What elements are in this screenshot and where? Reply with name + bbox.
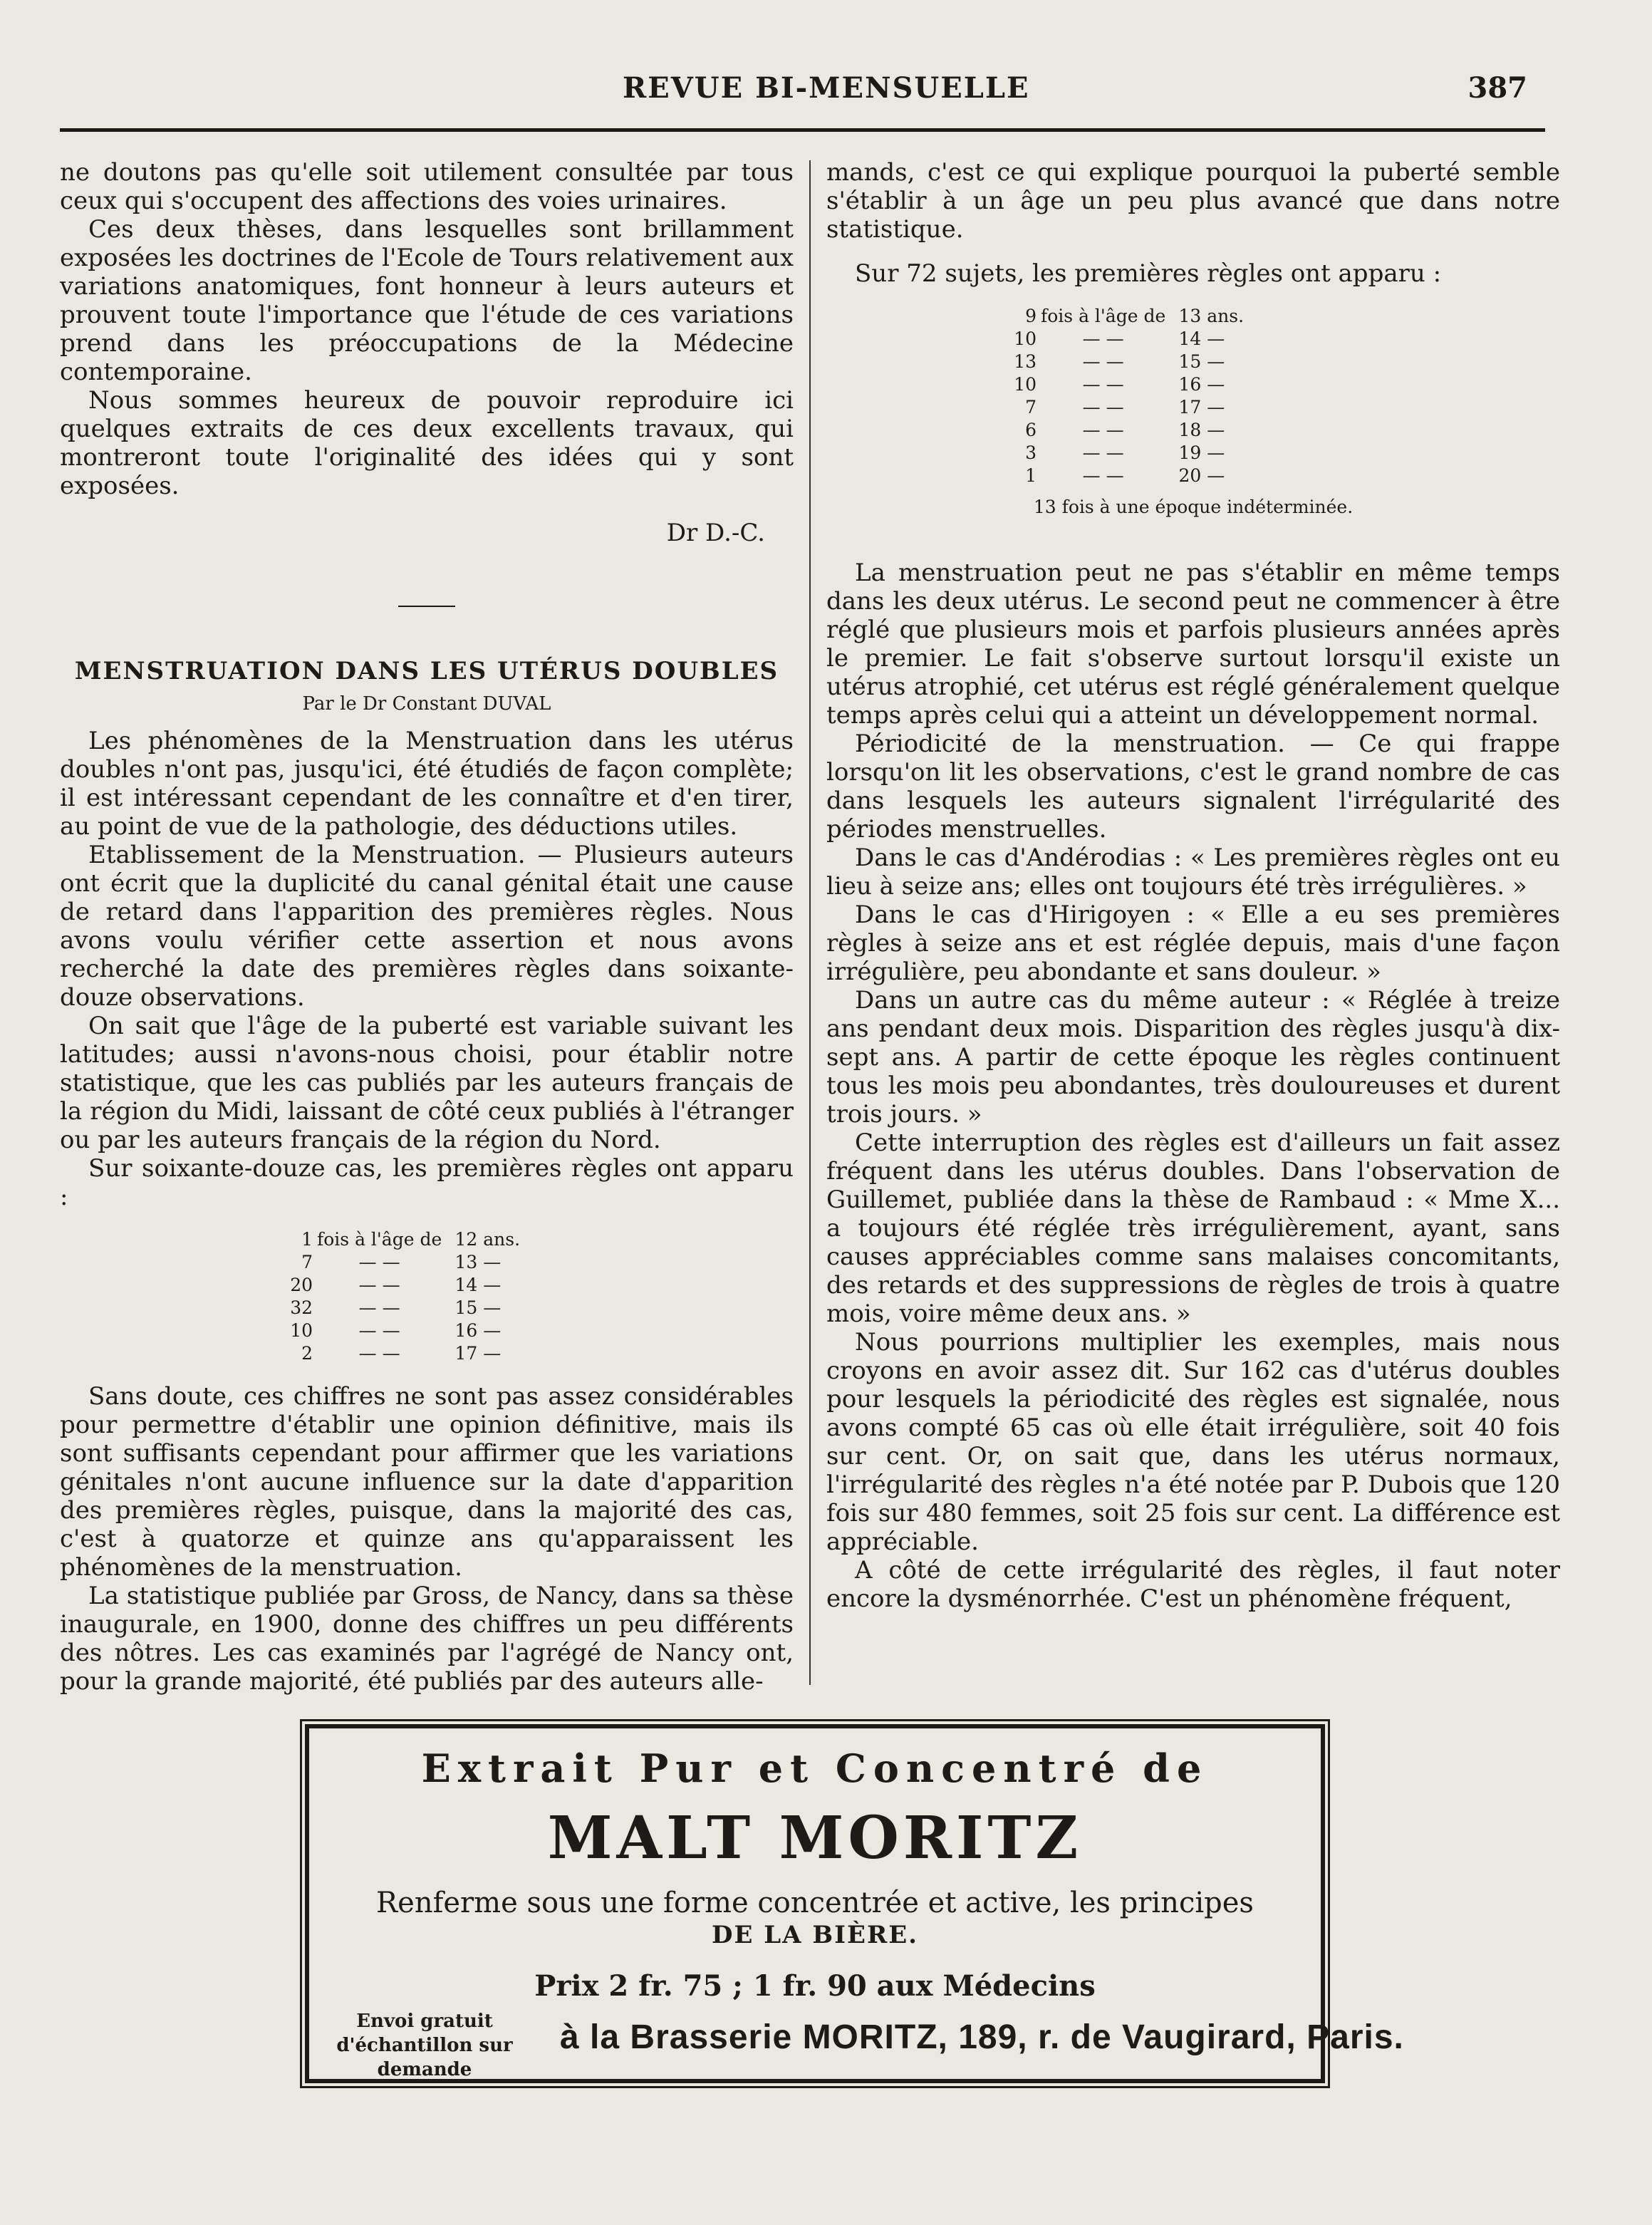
ad-headline: Extrait Pur et Concentré de	[421, 1746, 1209, 1791]
table-cell: 1	[1025, 465, 1037, 486]
page-number: 387	[1467, 71, 1527, 105]
table-row	[1008, 442, 1378, 465]
byline: Par le Dr Constant DUVAL	[302, 693, 551, 715]
table-cell: ans.	[1207, 306, 1245, 326]
table-cell: 9	[1025, 306, 1037, 326]
table-row	[1008, 396, 1378, 419]
ad-price: Prix 2 fr. 75 ; 1 fr. 90 aux Médecins	[534, 1969, 1096, 2003]
table-cell: 18	[1178, 420, 1202, 440]
table-cell: —	[483, 1297, 502, 1318]
table-cell: 10	[1014, 328, 1037, 349]
table-cell: —	[1207, 374, 1225, 395]
paragraph: Les phénomènes de la Menstruation dans les utérus doubles n'ont pas, jusqu'ici, été étudiés de façon complète; il est intéressant cependant de les connaître et d'en tirer, au point de vue de la pathologie, des déductions utiles.	[60, 727, 794, 841]
paragraph: Nous pourrions multiplier les exemples, mais nous croyons en avoir assez dit. Sur 162 cas d'utérus doubles pour lesquels la périodicité des règles est signalée, nous avons compté 65 cas où elle était irrégulière, soit 40 fois sur cent. Or, on sait que, dans les utérus normaux, l'irrégularité des règles n'a été notée par P. Dubois que 120 fois sur 480 femmes, soit 25 fois sur cent. La différence est appréciable.	[826, 1328, 1560, 1556]
table-cell: — —	[1082, 420, 1124, 440]
table-cell: — —	[1082, 374, 1124, 395]
table-cell: — —	[358, 1275, 400, 1295]
table-cell: 10	[290, 1320, 313, 1341]
table-cell: — —	[1082, 351, 1124, 372]
table-cell: 7	[301, 1252, 313, 1272]
section-separator	[398, 606, 455, 607]
table-cell: 20	[1178, 465, 1202, 486]
right-column	[826, 158, 1560, 1613]
table-cell: fois à l'âge de	[1041, 306, 1166, 326]
table-cell: 32	[290, 1297, 313, 1318]
running-header	[60, 71, 1527, 114]
table-cell: 17	[1178, 397, 1202, 417]
table-cell: ans.	[483, 1229, 521, 1250]
paragraph: Dans le cas d'Andérodias : « Les premières règles ont eu lieu à seize ans; elles ont toujours été très irrégulières. »	[826, 844, 1560, 901]
journal-title: REVUE BI-MENSUELLE	[623, 71, 1030, 105]
left-column	[60, 158, 794, 1696]
table-cell: 1	[301, 1229, 313, 1250]
paragraph: La menstruation peut ne pas s'établir en même temps dans les deux utérus. Le second peut ne commencer à être réglé que plusieurs mois et parfois plusieurs années après le premier. Le fait s'observe surtout lorsqu'il existe un utérus atrophié, cet utérus est réglé généralement quelque temps après celui qui a atteint un développement normal.	[826, 559, 1560, 730]
paragraph: Dans le cas d'Hirigoyen : « Elle a eu ses premières règles à seize ans et est réglée depuis, mais d'une façon irrégulière, peu abondante et sans douleur. »	[826, 901, 1560, 986]
table-cell: 15	[1178, 351, 1202, 372]
table-cell: fois à l'âge de	[317, 1229, 442, 1250]
table-cell: 12	[454, 1229, 478, 1250]
paragraph: La statistique publiée par Gross, de Nancy, dans sa thèse inaugurale, en 1900, donne des chiffres un peu différents des nôtres. Les cas examinés par l'agrégé de Nancy ont, pour la grande majorité, été publiés par des auteurs alle-	[60, 1582, 794, 1696]
table-cell: —	[483, 1343, 502, 1364]
table-cell: — —	[1082, 397, 1124, 417]
table-row	[1008, 328, 1378, 351]
table-note: 13 fois à une époque indéterminée.	[1033, 497, 1354, 517]
table-row	[1008, 465, 1378, 487]
table-row	[1008, 305, 1378, 328]
statistics-table-right	[1008, 305, 1378, 487]
paragraph: Sur soixante-douze cas, les premières règles ont apparu :	[60, 1154, 794, 1211]
table-cell: 15	[454, 1297, 478, 1318]
table-row	[284, 1228, 569, 1251]
table-cell: — —	[1082, 442, 1124, 463]
statistics-table-left	[284, 1228, 569, 1365]
table-cell: —	[1207, 351, 1225, 372]
table-cell: 16	[1178, 374, 1202, 395]
table-cell: —	[1207, 442, 1225, 463]
column-divider	[809, 160, 811, 1685]
table-cell: 13	[1178, 306, 1202, 326]
paragraph: Etablissement de la Menstruation. — Plusieurs auteurs ont écrit que la duplicité du canal génital était une cause de retard dans l'apparition des premières règles. Nous avons voulu vérifier cette assertion et nous avons recherché la date des premières règles dans soixante-douze observations.	[60, 841, 794, 1012]
table-cell: 13	[1014, 351, 1037, 372]
table-cell: —	[1207, 465, 1225, 486]
table-cell: 10	[1014, 374, 1037, 395]
table-row	[1008, 373, 1378, 396]
signature: Dr D.-C.	[666, 519, 765, 547]
table-cell: 16	[454, 1320, 478, 1341]
table-row	[284, 1342, 569, 1365]
table-cell: — —	[1082, 328, 1124, 349]
table-cell: 2	[301, 1343, 313, 1364]
paragraph: Dans un autre cas du même auteur : « Réglée à treize ans pendant deux mois. Disparition des règles jusqu'à dix-sept ans. A partir de cette époque les règles continuent tous les mois peu abondantes, très douloureuses et durent trois jours. »	[826, 986, 1560, 1129]
table-cell: —	[483, 1320, 502, 1341]
table-cell: — —	[1082, 465, 1124, 486]
paragraph: mands, c'est ce qui explique pourquoi la puberté semble s'établir à un âge un peu plus avancé que dans notre statistique.	[826, 158, 1560, 244]
ad-footer	[318, 2008, 1404, 2080]
paragraph: A côté de cette irrégularité des règles, il faut noter encore la dysménorrhée. C'est un phénomène fréquent,	[826, 1556, 1560, 1613]
ad-description-end: DE LA BIÈRE.	[712, 1921, 918, 1949]
table-cell: 6	[1025, 420, 1037, 440]
ad-product-name: MALT MORITZ	[547, 1804, 1083, 1872]
table-cell: —	[1207, 328, 1225, 349]
paragraph: ne doutons pas qu'elle soit utilement consultée par tous ceux qui s'occupent des affections des voies urinaires.	[60, 158, 794, 215]
table-cell: — —	[358, 1297, 400, 1318]
table-cell: — —	[358, 1320, 400, 1341]
paragraph: Ces deux thèses, dans lesquelles sont brillamment exposées les doctrines de l'Ecole de Tours relativement aux variations anatomiques, font honneur à leurs auteurs et prouvent toute l'importance que l'étude de ces variations prend dans les préoccupations de la Médecine contemporaine.	[60, 215, 794, 386]
table-row	[284, 1274, 569, 1297]
table-cell: 7	[1025, 397, 1037, 417]
table-cell: — —	[358, 1252, 400, 1272]
ad-description: Renferme sous une forme concentrée et active, les principes	[376, 1887, 1254, 1919]
table-cell: 17	[454, 1343, 478, 1364]
paragraph: Périodicité de la menstruation. — Ce qui frappe lorsqu'on lit les observations, c'est le grand nombre de cas dans lesquels les auteurs signalent l'irrégularité des périodes menstruelles.	[826, 730, 1560, 844]
article-title: MENSTRUATION DANS LES UTÉRUS DOUBLES	[74, 657, 779, 685]
table-cell: —	[1207, 420, 1225, 440]
table-row	[1008, 419, 1378, 442]
ad-address: à la Brasserie MORITZ, 189, r. de Vaugirard, Paris.	[560, 2018, 1404, 2056]
table-row	[284, 1251, 569, 1274]
table-cell: 3	[1025, 442, 1037, 463]
header-rule	[60, 128, 1545, 132]
table-cell: —	[1207, 397, 1225, 417]
table-cell: —	[483, 1252, 502, 1272]
table-cell: 13	[454, 1252, 478, 1272]
table-cell: 14	[1178, 328, 1202, 349]
paragraph: On sait que l'âge de la puberté est variable suivant les latitudes; aussi n'avons-nous choisi, pour établir notre statistique, que les cas publiés par les auteurs français de la région du Midi, laissant de côté ceux publiés à l'étranger ou par les auteurs français de la région du Nord.	[60, 1012, 794, 1154]
table-row	[284, 1297, 569, 1319]
table-row	[284, 1319, 569, 1342]
table-cell: 14	[454, 1275, 478, 1295]
paragraph: Cette interruption des règles est d'ailleurs un fait assez fréquent dans les utérus doubles. Dans l'observation de Guillemet, publiée dans la thèse de Rambaud : « Mme X... a toujours été réglée très irrégulièrement, ayant, sans causes appréciables comme sans malaises concomitants, des retards et des suppressions de règles de trois à quatre mois, voire même deux ans. »	[826, 1129, 1560, 1328]
table-cell: 19	[1178, 442, 1202, 463]
table-cell: 20	[290, 1275, 313, 1295]
table-cell: —	[483, 1275, 502, 1295]
ad-sample-note: Envoi gratuit d'échantillon sur demande	[336, 2011, 513, 2080]
table-row	[1008, 351, 1378, 373]
paragraph: Nous sommes heureux de pouvoir reproduire ici quelques extraits de ces deux excellents travaux, qui montreront toute l'originalité des idées qui y sont exposées.	[60, 386, 794, 500]
paragraph: Sans doute, ces chiffres ne sont pas assez considérables pour permettre d'établir une opinion définitive, mais ils sont suffisants cependant pour affirmer que les variations génitales n'ont aucune influence sur la date d'apparition des premières règles, puisque, dans la majorité des cas, c'est à quatorze et quinze ans qu'apparaissent les phénomènes de la menstruation.	[60, 1382, 794, 1582]
table-cell: — —	[358, 1343, 400, 1364]
malt-moritz-advertisement	[305, 1724, 1404, 2083]
paragraph: Sur 72 sujets, les premières règles ont apparu :	[855, 259, 1442, 288]
